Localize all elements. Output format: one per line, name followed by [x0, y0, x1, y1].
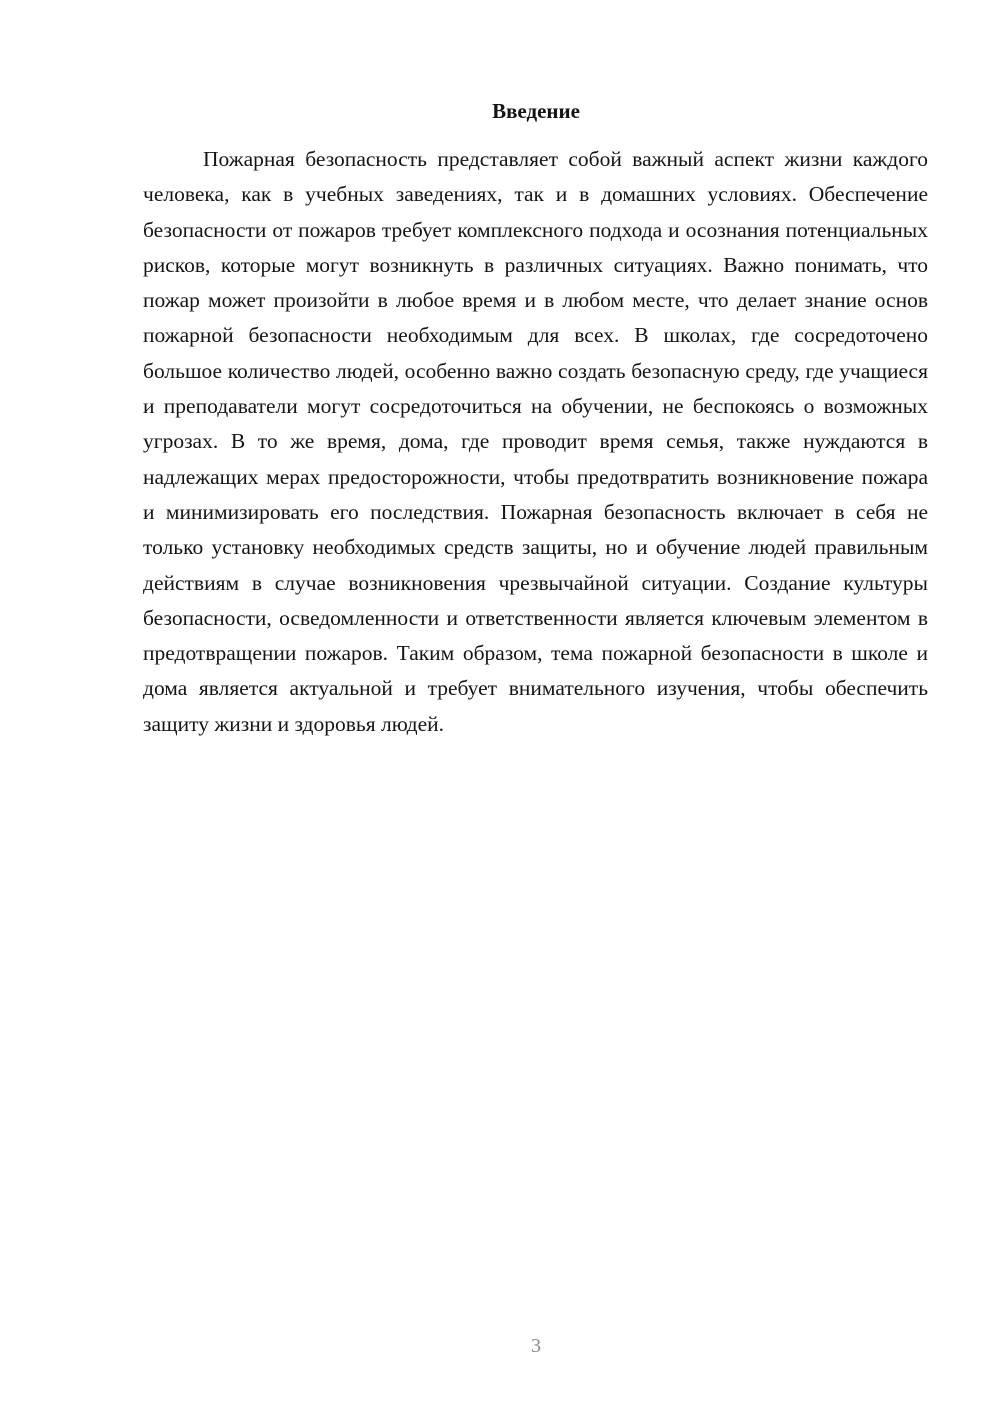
- section-heading: Введение: [492, 99, 580, 123]
- body-paragraph: Пожарная безопасность представляет собой важный аспект жизни каждого человека, как в учебных заведениях, так и в домашних условиях. Обеспечение безопасности от пожаров требует комплексного подхода и осознания потенциальных рисков, которые могут возникнуть в различных ситуациях. Важно понимать, что пожар может произойти в любое время и в любом месте, что делает знание основ пожарной безопасности необходимым для всех. В школах, где сосредоточено большое количество людей, особенно важно создать безопасную среду, где учащиеся и преподаватели могут сосредоточиться на обучении, не беспокоясь о возможных угрозах. В то же время, дома, где проводит время семья, также нуждаются в надлежащих мерах предосторожности, чтобы предотвратить возникновение пожара и минимизировать его последствия. Пожарная безопасность включает в себя не только установку необходимых средств защиты, но и обучение людей правильным действиям в случае возникновения чрезвычайной ситуации. Создание культуры безопасности, осведомленности и ответственности является ключевым элементом в предотвращении пожаров. Таким образом, тема пожарной безопасности в школе и дома является актуальной и требует внимательного изучения, чтобы обеспечить защиту жизни и здоровья людей.: [143, 147, 928, 736]
- page-number: 3: [531, 1335, 541, 1357]
